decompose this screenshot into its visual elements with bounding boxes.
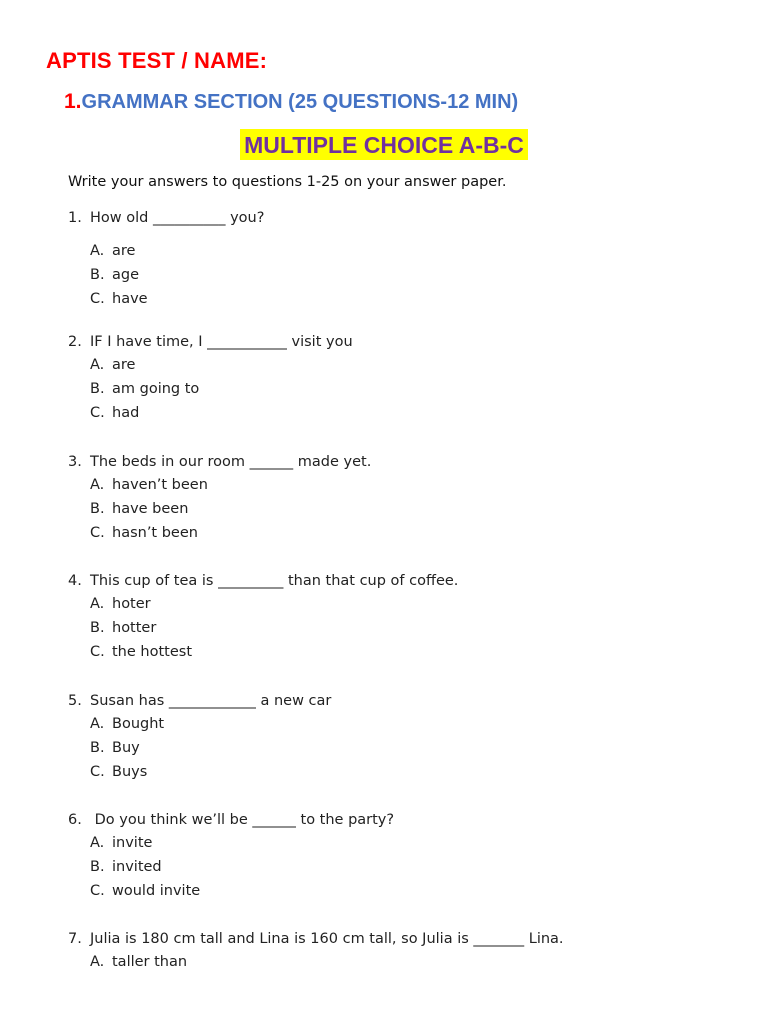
option-letter: A. [90,835,105,851]
question-stem [68,451,371,473]
option-c [68,401,353,425]
question-number: 5. [68,693,82,709]
subtitle-highlight: MULTIPLE CHOICE A-B-C [240,129,528,160]
option-letter: B. [90,740,105,756]
option-text: are [112,243,136,259]
option-a [68,712,331,736]
option-letter: C. [90,525,105,541]
question-text: IF I have time, I ___________ visit you [90,334,353,350]
option-letter: C. [90,644,105,660]
question-5 [68,690,331,784]
option-b [68,263,264,287]
question-number: 7. [68,931,82,947]
option-letter: A. [90,357,105,373]
question-number: 6. [68,812,82,828]
option-letter: A. [90,596,105,612]
option-b [68,377,353,401]
question-stem [68,928,564,950]
option-b [68,855,394,879]
instruction-text: Write your answers to questions 1-25 on your answer paper. [68,174,507,190]
section-number: 1. [64,90,82,113]
option-text: have been [112,501,189,517]
question-4 [68,570,458,664]
option-letter: A. [90,477,105,493]
question-number: 2. [68,334,82,350]
question-stem [68,570,458,592]
header-title: APTIS TEST / NAME: [46,48,268,73]
option-text: the hottest [112,644,192,660]
option-letter: C. [90,405,105,421]
question-stem [68,809,394,831]
option-b [68,616,458,640]
question-text: The beds in our room ______ made yet. [90,454,372,470]
subtitle-row [0,129,768,160]
option-a [68,473,371,497]
option-a [68,831,394,855]
section-title: GRAMMAR SECTION (25 QUESTIONS-12 MIN) [81,91,519,113]
option-a [68,353,353,377]
option-letter: B. [90,267,105,283]
question-number: 3. [68,454,82,470]
question-number: 4. [68,573,82,589]
option-letter: A. [90,716,105,732]
option-text: Buy [112,740,140,756]
question-number: 1. [68,210,82,226]
option-c [68,760,331,784]
option-c [68,287,264,311]
option-text: haven’t been [112,477,208,493]
question-stem [68,690,331,712]
question-text: How old __________ you? [90,210,265,226]
option-text: Buys [112,764,148,780]
option-text: have [112,291,148,307]
option-text: would invite [112,883,201,899]
option-letter: C. [90,764,105,780]
option-text: Bought [112,716,165,732]
option-letter: B. [90,501,105,517]
option-letter: B. [90,620,105,636]
option-b [68,497,371,521]
option-c [68,879,394,903]
option-a [68,239,264,263]
question-text: This cup of tea is _________ than that cup of coffee. [90,573,459,589]
question-6 [68,809,394,903]
question-stem [68,331,353,353]
option-text: taller than [112,954,188,970]
question-stem [68,207,264,229]
question-2 [68,331,353,425]
option-text: invited [112,859,162,875]
option-letter: C. [90,291,105,307]
option-text: hoter [112,596,151,612]
question-3 [68,451,371,545]
option-text: had [112,405,140,421]
option-b [68,736,331,760]
option-text: invite [112,835,153,851]
option-letter: B. [90,859,105,875]
option-letter: A. [90,243,105,259]
option-c [68,521,371,545]
option-text: hotter [112,620,157,636]
question-text: Julia is 180 cm tall and Lina is 160 cm tall, so Julia is _______ Lina. [90,931,564,947]
section-heading [64,90,518,114]
question-7 [68,928,564,974]
option-text: hasn’t been [112,525,198,541]
option-a [68,592,458,616]
option-text: am going to [112,381,200,397]
option-letter: C. [90,883,105,899]
option-a [68,950,564,974]
question-text: Do you think we’ll be ______ to the party? [90,812,395,828]
question-1 [68,207,264,311]
option-text: age [112,267,140,283]
question-text: Susan has ____________ a new car [90,693,332,709]
option-letter: A. [90,954,105,970]
option-letter: B. [90,381,105,397]
option-c [68,640,458,664]
option-text: are [112,357,136,373]
